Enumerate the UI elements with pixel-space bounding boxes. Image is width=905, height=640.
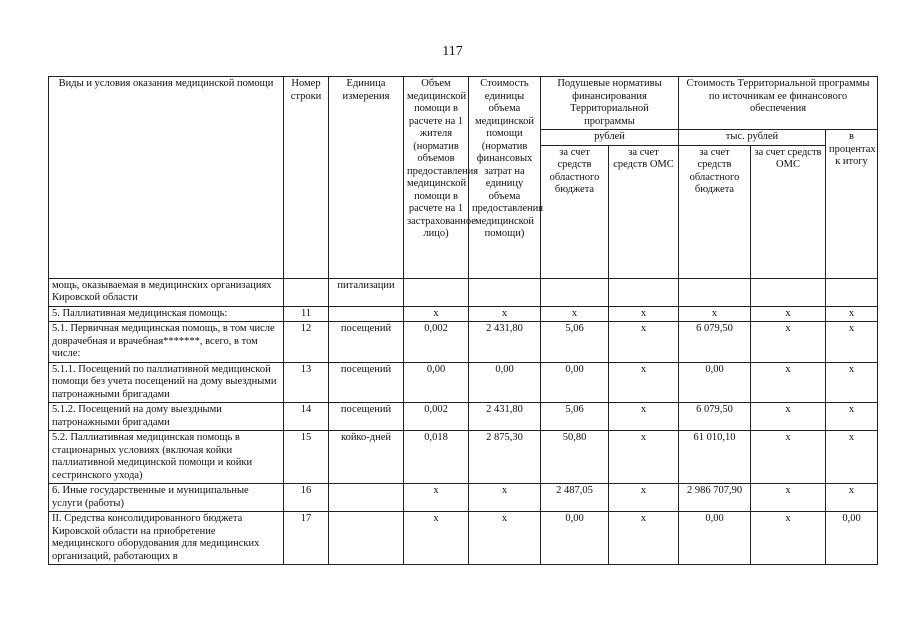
header-oms-2: за счет средств ОМС bbox=[751, 145, 826, 278]
row-number: 15 bbox=[284, 431, 329, 484]
row-territorial-oms: х bbox=[751, 403, 826, 431]
row-name: 6. Иные государственные и муниципальные услуги (работы) bbox=[49, 484, 284, 512]
row-percent: х bbox=[826, 484, 878, 512]
row-territorial-oms: х bbox=[751, 431, 826, 484]
row-territorial-oms bbox=[751, 278, 826, 306]
table-row bbox=[49, 278, 878, 306]
row-name: 5.1.2. Посещений на дому выездными патронажными бригадами bbox=[49, 403, 284, 431]
row-territorial-budget: 6 079,50 bbox=[679, 322, 751, 363]
header-regional-budget: за счет средств областного бюджета bbox=[541, 145, 609, 278]
row-number: 11 bbox=[284, 306, 329, 322]
header-territorial-cost-unit: тыс. рублей bbox=[679, 130, 826, 146]
row-percent: 0,00 bbox=[826, 512, 878, 565]
row-number: 13 bbox=[284, 362, 329, 403]
header-cost: Стоимость единицы объема медицинской помощи (норматив финансовых затрат на единицу объема предоставления медицинской помощи) bbox=[469, 77, 541, 279]
page-number: 117 bbox=[442, 44, 463, 59]
row-per-capita-oms: х bbox=[609, 484, 679, 512]
table-row bbox=[49, 484, 878, 512]
table-row bbox=[49, 322, 878, 363]
row-volume: 0,002 bbox=[404, 403, 469, 431]
row-percent bbox=[826, 278, 878, 306]
header-unit: Единица измерения bbox=[329, 77, 404, 279]
row-cost: х bbox=[469, 512, 541, 565]
row-unit: посещений bbox=[329, 403, 404, 431]
row-percent: х bbox=[826, 306, 878, 322]
row-territorial-oms: х bbox=[751, 322, 826, 363]
table-row bbox=[49, 512, 878, 565]
row-volume: х bbox=[404, 512, 469, 565]
row-unit bbox=[329, 306, 404, 322]
header-types: Виды и условия оказания медицинской помощи bbox=[49, 77, 284, 279]
row-number bbox=[284, 278, 329, 306]
row-volume: 0,018 bbox=[404, 431, 469, 484]
row-per-capita-oms: х bbox=[609, 512, 679, 565]
row-per-capita-budget: 0,00 bbox=[541, 512, 609, 565]
row-unit: посещений bbox=[329, 322, 404, 363]
row-cost: х bbox=[469, 484, 541, 512]
row-cost: х bbox=[469, 306, 541, 322]
row-territorial-budget: 0,00 bbox=[679, 362, 751, 403]
row-per-capita-budget bbox=[541, 278, 609, 306]
row-territorial-budget: 61 010,10 bbox=[679, 431, 751, 484]
row-volume: х bbox=[404, 484, 469, 512]
header-oms: за счет средств ОМС bbox=[609, 145, 679, 278]
row-per-capita-budget: 0,00 bbox=[541, 362, 609, 403]
row-territorial-budget: 6 079,50 bbox=[679, 403, 751, 431]
row-cost bbox=[469, 278, 541, 306]
financing-table bbox=[48, 76, 878, 565]
row-territorial-budget: 0,00 bbox=[679, 512, 751, 565]
row-name: 5.1. Первичная медицинская помощь, в том числе доврачебная и врачебная*******, всего, в том числе: bbox=[49, 322, 284, 363]
row-territorial-budget bbox=[679, 278, 751, 306]
row-unit: питализации bbox=[329, 278, 404, 306]
row-number: 16 bbox=[284, 484, 329, 512]
row-territorial-oms: х bbox=[751, 362, 826, 403]
row-name: 5.2. Паллиативная медицинская помощь в стационарных условиях (включая койки паллиативной медицинской помощи и койки сестринского ухода) bbox=[49, 431, 284, 484]
row-percent: х bbox=[826, 431, 878, 484]
row-percent: х bbox=[826, 322, 878, 363]
row-per-capita-oms: х bbox=[609, 362, 679, 403]
row-territorial-oms: х bbox=[751, 484, 826, 512]
row-per-capita-budget: 2 487,05 bbox=[541, 484, 609, 512]
row-volume bbox=[404, 278, 469, 306]
row-name: 5.1.1. Посещений по паллиативной медицинской помощи без учета посещений на дому выездными патронажными бригадами bbox=[49, 362, 284, 403]
row-territorial-budget: 2 986 707,90 bbox=[679, 484, 751, 512]
row-territorial-oms: х bbox=[751, 306, 826, 322]
header-volume: Объем медицинской помощи в расчете на 1 жителя (норматив объемов предоставления медицинской помощи в расчете на 1 застрахованное лицо) bbox=[404, 77, 469, 279]
row-per-capita-budget: 5,06 bbox=[541, 403, 609, 431]
row-unit bbox=[329, 512, 404, 565]
header-percent: в процентах к итогу bbox=[826, 130, 878, 279]
row-cost: 2 431,80 bbox=[469, 322, 541, 363]
row-number: 14 bbox=[284, 403, 329, 431]
row-unit bbox=[329, 484, 404, 512]
row-per-capita-oms: х bbox=[609, 306, 679, 322]
row-name: 5. Паллиативная медицинская помощь: bbox=[49, 306, 284, 322]
header-per-capita-unit: рублей bbox=[541, 130, 679, 146]
row-cost: 2 431,80 bbox=[469, 403, 541, 431]
row-name: мощь, оказываемая в медицинских организациях Кировской области bbox=[49, 278, 284, 306]
row-unit: посещений bbox=[329, 362, 404, 403]
header-row-number: Номер строки bbox=[284, 77, 329, 279]
row-per-capita-oms bbox=[609, 278, 679, 306]
row-per-capita-oms: х bbox=[609, 322, 679, 363]
row-per-capita-oms: х bbox=[609, 431, 679, 484]
row-volume: 0,00 bbox=[404, 362, 469, 403]
table-row bbox=[49, 362, 878, 403]
row-territorial-oms: х bbox=[751, 512, 826, 565]
header-regional-budget-2: за счет средств областного бюджета bbox=[679, 145, 751, 278]
table-row bbox=[49, 306, 878, 322]
row-per-capita-budget: х bbox=[541, 306, 609, 322]
row-percent: х bbox=[826, 362, 878, 403]
row-cost: 0,00 bbox=[469, 362, 541, 403]
row-number: 17 bbox=[284, 512, 329, 565]
row-volume: х bbox=[404, 306, 469, 322]
row-percent: х bbox=[826, 403, 878, 431]
row-unit: койко-дней bbox=[329, 431, 404, 484]
table-body bbox=[49, 278, 878, 565]
row-territorial-budget: х bbox=[679, 306, 751, 322]
table-row bbox=[49, 403, 878, 431]
header-per-capita: Подушевые нормативы финансирования Территориальной программы bbox=[541, 77, 679, 130]
row-per-capita-budget: 5,06 bbox=[541, 322, 609, 363]
row-volume: 0,002 bbox=[404, 322, 469, 363]
row-per-capita-budget: 50,80 bbox=[541, 431, 609, 484]
row-name: II. Средства консолидированного бюджета Кировской области на приобретение медицинского оборудования для медицинских организаций, работающих в bbox=[49, 512, 284, 565]
table-row bbox=[49, 431, 878, 484]
row-number: 12 bbox=[284, 322, 329, 363]
row-cost: 2 875,30 bbox=[469, 431, 541, 484]
row-per-capita-oms: х bbox=[609, 403, 679, 431]
header-territorial-cost: Стоимость Территориальной программы по источникам ее финансового обеспечения bbox=[679, 77, 878, 130]
